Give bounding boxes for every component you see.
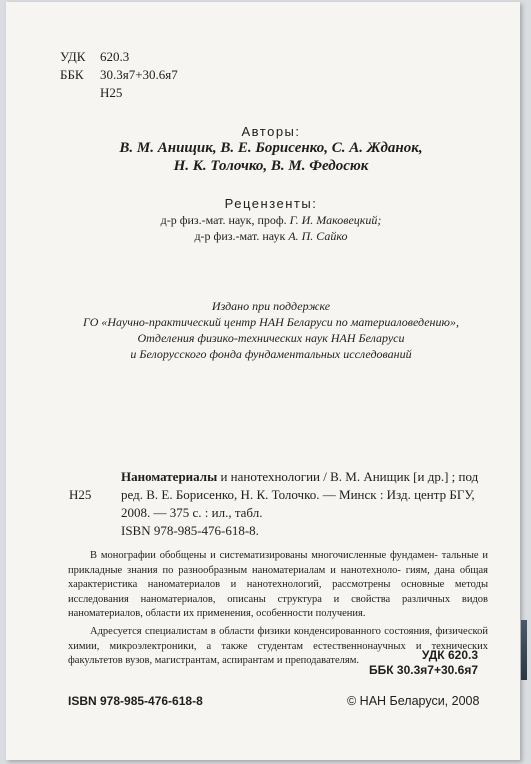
bottom-udk: УДК 620.3 <box>421 648 478 662</box>
abstract-line: Адресуется специалистам в области физики конденсированного состояния, <box>90 625 433 637</box>
reviewer-2-degree: д-р физ.-мат. наук <box>194 229 286 243</box>
author-mark: Н25 <box>100 85 123 100</box>
top-classification-codes <box>60 48 178 102</box>
abstract-line: В монографии обобщены и систематизированы многочисленные фундамен- <box>90 550 438 561</box>
reviewer-1-name: Г. И. Маковецкий; <box>289 213 382 227</box>
reviewer-2-name: А. П. Сайко <box>288 229 348 243</box>
biblio-line-3: 2008. — 375 с. : ил., табл. <box>121 505 263 520</box>
biblio-isbn: ISBN 978-985-476-618-8. <box>121 523 259 538</box>
bbk-label: ББК <box>60 67 84 82</box>
support-line-3: Отделения физико-технических наук НАН Беларуси <box>137 331 405 345</box>
reviewers-heading: Рецензенты: <box>224 196 318 211</box>
abstract-line: различных видов наноматериалов, области их применения, особенности получения. <box>68 593 488 620</box>
footer-copyright: © НАН Беларуси, 2008 <box>347 694 480 708</box>
reviewer-2 <box>6 229 531 244</box>
abstract-line: технических факультетов вузов, магистрантам, аспирантам и преподавателям. <box>68 640 488 667</box>
bottom-classification-codes <box>369 648 478 678</box>
bibliographic-record <box>69 468 509 540</box>
support-line-4: и Белорусского фонда фундаментальных исследований <box>130 347 412 361</box>
udk-value: 620.3 <box>100 49 130 64</box>
abstract-paragraph-1 <box>68 549 488 622</box>
reviewer-1-degree: д-р физ.-мат. наук, проф. <box>160 213 287 227</box>
udk-label: УДК <box>60 49 86 64</box>
abstract-line: физической химии, микроэлектроники, а также студентам естественнонаучных и <box>68 625 488 652</box>
authors-heading: Авторы: <box>241 124 301 139</box>
scan-edge-mark <box>521 620 527 680</box>
book-page <box>6 2 520 760</box>
bottom-bbk: ББК 30.3я7+30.6я7 <box>369 663 478 677</box>
support-line-1: Издано при поддержке <box>211 299 331 313</box>
biblio-line-2: ред. В. Е. Борисенко, Н. К. Толочко. — Минск : Изд. центр БГУ, <box>121 487 475 502</box>
abstract-line: тальные и прикладные знания по разнообразным наноматериалам и нанотехноло- <box>68 550 488 576</box>
authors-line-2: Н. К. Толочко, В. М. Федосюк <box>173 158 369 174</box>
biblio-author-mark: Н25 <box>69 487 92 502</box>
reviewer-1 <box>6 213 531 228</box>
biblio-line-1: и нанотехнологии / В. М. Анищик [и др.] ; под <box>217 469 479 484</box>
footer-isbn: ISBN 978-985-476-618-8 <box>68 694 203 708</box>
abstract-line: гиям, дана общая характеристика наноматериалов и нанотехнологий, рассмотрены <box>68 564 488 591</box>
bbk-value: 30.3я7+30.6я7 <box>100 67 178 82</box>
abstract-line: основные методы исследования наноматериалов, описаны структура и свойства <box>68 579 489 605</box>
book-title: Наноматериалы <box>121 469 218 484</box>
authors-line-1: В. М. Анищик, В. Е. Борисенко, С. А. Жданок, <box>119 140 423 156</box>
support-line-2: ГО «Научно-практический центр НАН Беларуси по материаловедению», <box>83 315 459 329</box>
